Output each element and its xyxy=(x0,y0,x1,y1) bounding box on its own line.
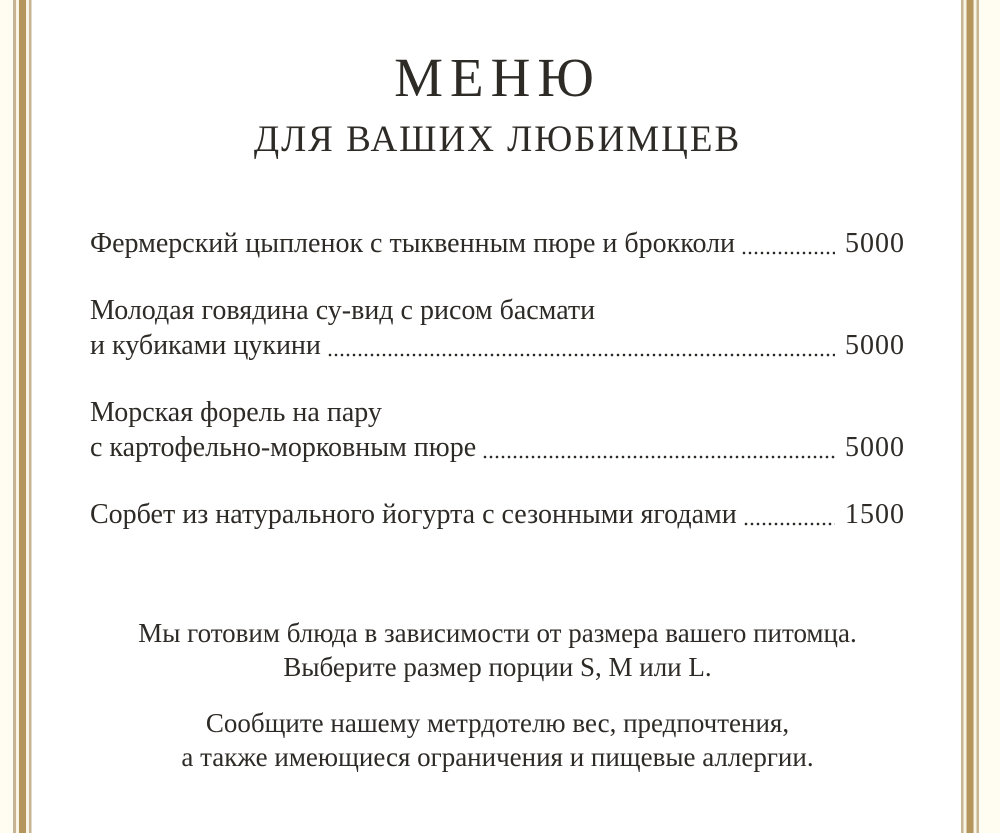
menu-item-name-line2: и кубиками цукини xyxy=(90,329,321,361)
menu-item xyxy=(90,293,905,363)
dot-leader xyxy=(483,455,835,459)
note-line: а также имеющиеся ограничения и пищевые аллергии. xyxy=(181,741,814,772)
note-line: Выберите размер порции S, M или L. xyxy=(283,651,712,682)
dot-leader xyxy=(744,522,835,526)
menu-item-name-line2: с картофельно-морковным пюре xyxy=(90,431,477,463)
dot-leader xyxy=(742,251,835,255)
menu-item-price: 5000 xyxy=(845,227,905,259)
menu-item-row xyxy=(90,497,905,532)
menu-item xyxy=(90,497,905,532)
menu-item-name: Фермерский цыпленок с тыквенным пюре и брокколи xyxy=(90,227,736,259)
menu-title: МЕНЮ xyxy=(394,47,601,108)
note-allergies xyxy=(90,706,905,774)
menu-item-name-line1: Морская форель на пару xyxy=(90,396,382,428)
left-frame-decoration xyxy=(0,0,34,833)
menu-item-row xyxy=(90,328,905,363)
menu-items-list xyxy=(90,226,905,532)
note-line: Сообщите нашему метрдотелю вес, предпочтения, xyxy=(205,707,790,738)
menu-notes xyxy=(90,616,905,774)
menu-subtitle: ДЛЯ ВАШИХ ЛЮБИМЦЕВ xyxy=(253,119,742,161)
dot-leader xyxy=(328,353,835,357)
menu-item-row xyxy=(90,430,905,465)
note-portion-sizes xyxy=(90,616,905,684)
menu-item xyxy=(90,226,905,261)
menu-item-name-line1: Молодая говядина су-вид с рисом басмати xyxy=(90,294,596,326)
menu-item-price: 1500 xyxy=(845,498,905,530)
menu-content xyxy=(90,0,905,774)
menu-item-row xyxy=(90,226,905,261)
menu-item xyxy=(90,395,905,465)
menu-item-name: Сорбет из натурального йогурта с сезонными ягодами xyxy=(90,498,737,530)
right-frame-decoration xyxy=(960,0,1000,833)
menu-item-price: 5000 xyxy=(845,431,905,463)
menu-item-price: 5000 xyxy=(845,329,905,361)
note-line: Мы готовим блюда в зависимости от размера вашего питомца. xyxy=(138,617,857,648)
